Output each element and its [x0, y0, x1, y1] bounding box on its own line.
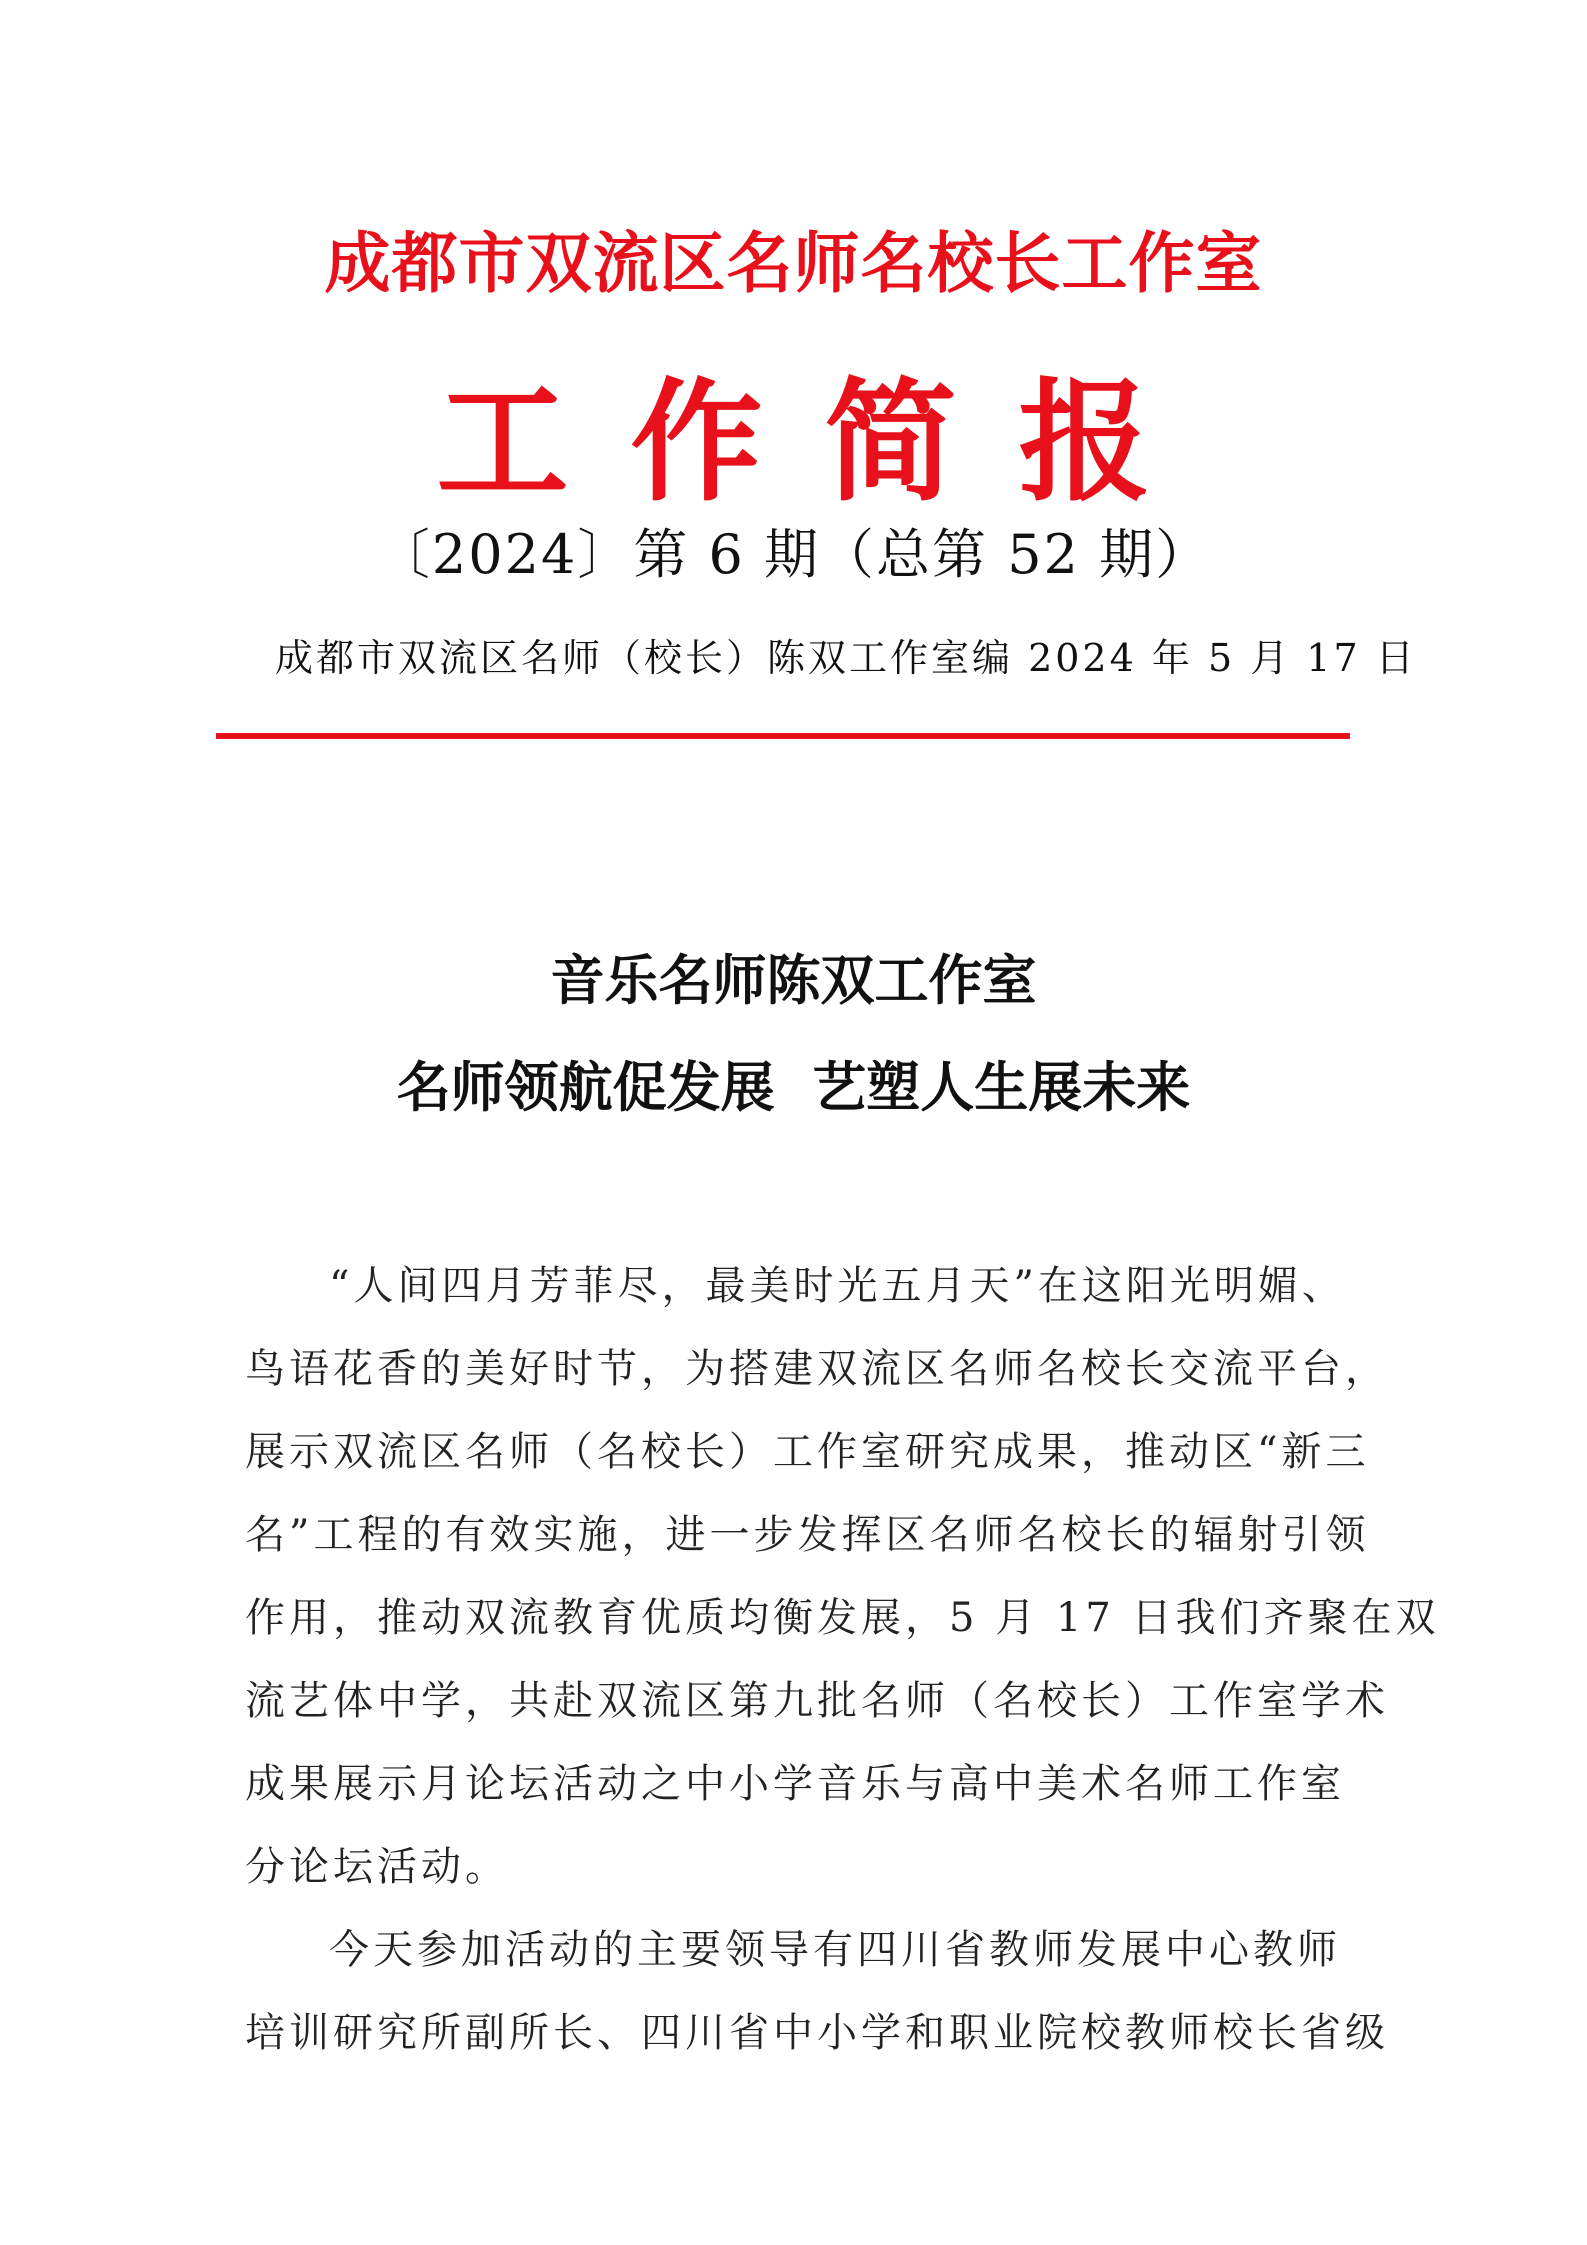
paragraph-line: 分论坛活动。	[245, 1844, 509, 1890]
article-body	[245, 1245, 1440, 2075]
article-subheadline: 名师领航促发展 艺塑人生展未来	[396, 1055, 1191, 1119]
paragraph-line: “人间四月芳菲尽，最美时光五月天”在这阳光明媚、	[329, 1263, 1346, 1309]
paragraph-line: 鸟语花香的美好时节，为搭建双流区名师名校长交流平台，	[245, 1346, 1389, 1392]
issue-number: 〔2024〕第 6 期（总第 52 期）	[375, 523, 1212, 586]
red-divider-line	[216, 733, 1350, 739]
paragraph-line: 作用，推动双流教育优质均衡发展，5 月 17 日我们齐聚在双	[245, 1595, 1440, 1641]
report-title: 工作简报	[436, 365, 1213, 520]
paragraph-line: 培训研究所副所长、四川省中小学和职业院校教师校长省级	[245, 2010, 1389, 2056]
article-headline: 音乐名师陈双工作室	[550, 948, 1037, 1012]
paragraph-line: 流艺体中学，共赴双流区第九批名师（名校长）工作室学术	[245, 1678, 1389, 1724]
paragraph-line: 展示双流区名师（名校长）工作室研究成果，推动区“新三	[245, 1429, 1370, 1475]
paragraph-line: 名”工程的有效实施，进一步发挥区名师名校长的辐射引领	[245, 1512, 1370, 1558]
editor-date-line: 成都市双流区名师（校长）陈双工作室编 2024 年 5 月 17 日	[275, 636, 1417, 680]
office-title: 成都市双流区名师名校长工作室	[324, 224, 1263, 302]
paragraph-line: 成果展示月论坛活动之中小学音乐与高中美术名师工作室	[245, 1761, 1345, 1807]
paragraph-line: 今天参加活动的主要领导有四川省教师发展中心教师	[329, 1927, 1341, 1973]
